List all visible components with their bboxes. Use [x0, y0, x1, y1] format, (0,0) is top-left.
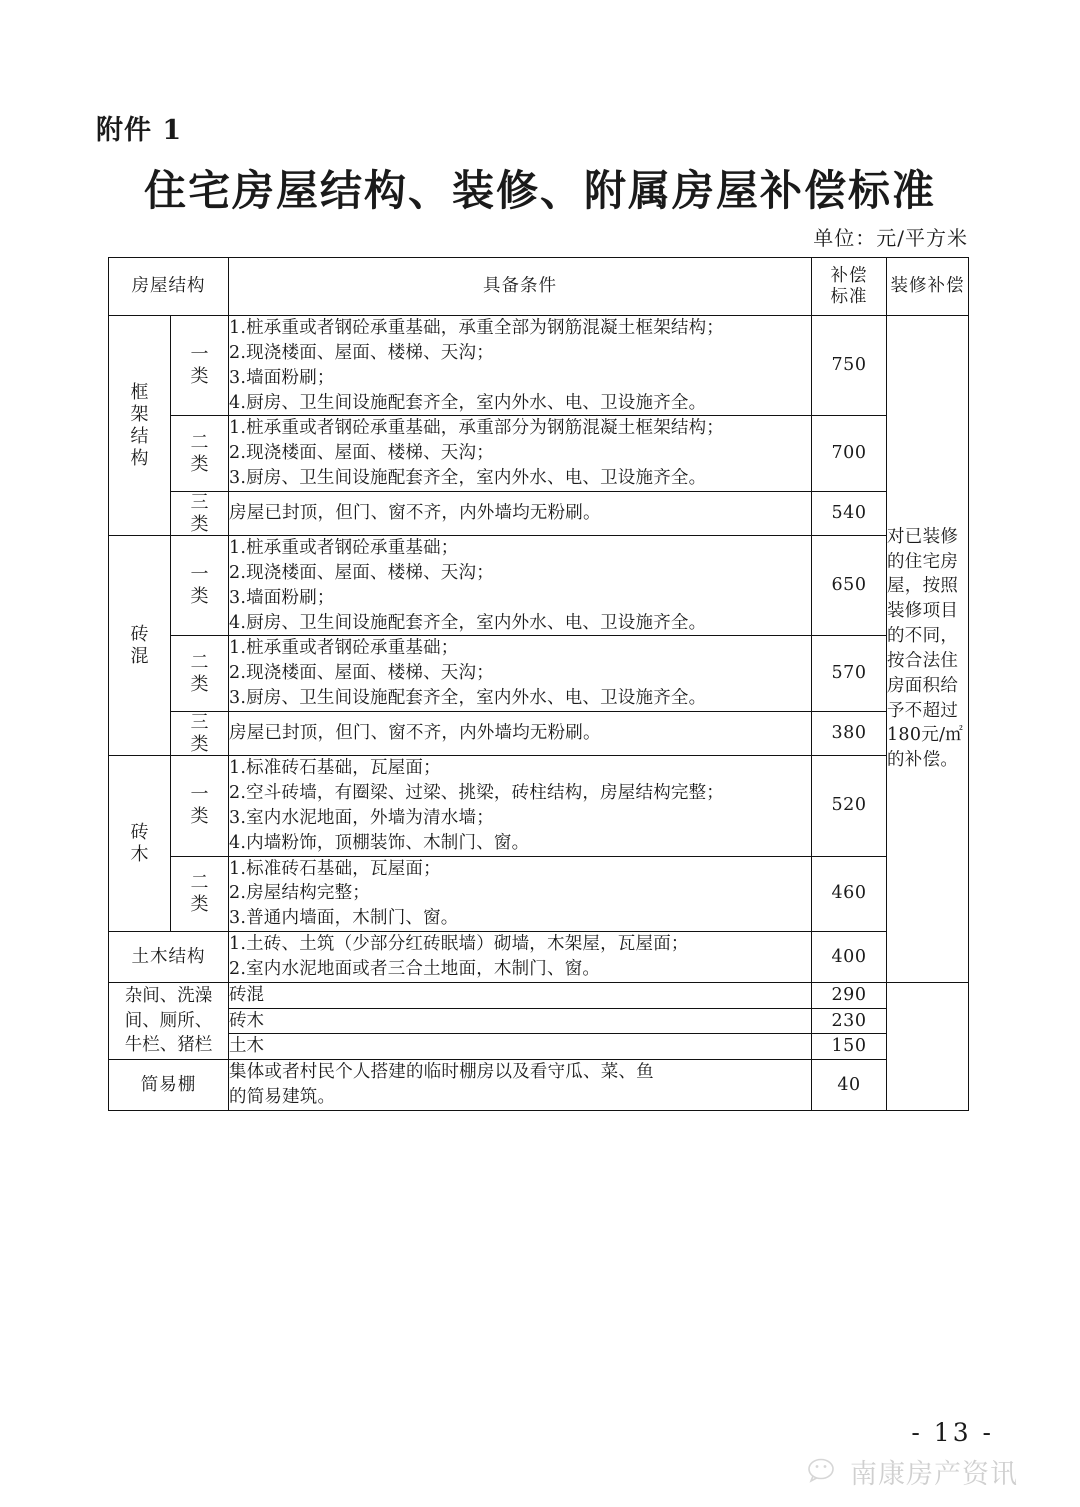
- auxiliary-type-name: 砖混: [229, 982, 812, 1008]
- table-row: [109, 416, 969, 492]
- stacked-char: 结: [130, 425, 149, 447]
- condition-line: 1.桩承重或者钢砼承重基础；: [229, 638, 459, 659]
- table-row: [109, 316, 969, 416]
- stacked-char: 类: [190, 585, 209, 607]
- compensation-price: 400: [812, 932, 887, 983]
- stacked-char: 三: [190, 491, 209, 513]
- watermark-text: 南康房产资讯: [850, 1459, 1018, 1490]
- condition-cell: [229, 1060, 812, 1111]
- condition-line: 3.厨房、卫生间设施配套齐全，室内外水、电、卫设施齐全。: [229, 468, 707, 489]
- condition-line: 4.厨房、卫生间设施配套齐全，室内外水、电、卫设施齐全。: [229, 392, 707, 413]
- stacked-char: 类: [190, 893, 209, 915]
- header-compensation: [812, 258, 887, 316]
- header-decoration: 装修补偿: [887, 258, 969, 316]
- stacked-char: 类: [190, 733, 209, 755]
- stacked-char: 架: [130, 403, 149, 425]
- table-header-row: [109, 258, 969, 316]
- stacked-char: 木: [130, 843, 149, 865]
- table-row: [109, 712, 969, 756]
- structure-group-label: [109, 536, 171, 756]
- condition-cell: [229, 756, 812, 856]
- condition-line: 1.桩承重或者钢砼承重基础；: [229, 538, 459, 559]
- stacked-char: 一: [190, 784, 209, 806]
- page-title: 住宅房屋结构、装修、附属房屋补偿标准: [143, 166, 936, 215]
- stacked-char: 混: [130, 645, 149, 667]
- condition-cell: [229, 536, 812, 636]
- condition-cell: [229, 316, 812, 416]
- condition-line: 2.现浇楼面、屋面、楼梯、天沟；: [229, 562, 494, 583]
- auxiliary-label-line: 牛栏、猪栏: [124, 1035, 213, 1056]
- compensation-price: 700: [812, 416, 887, 492]
- condition-cell: [229, 932, 812, 983]
- compensation-price: 150: [812, 1034, 887, 1060]
- condition-line: 2.现浇楼面、屋面、楼梯、天沟；: [229, 663, 494, 684]
- structure-class-label: [171, 636, 229, 712]
- condition-line: 集体或者村民个人搭建的临时棚房以及看守瓜、菜、鱼: [229, 1062, 654, 1083]
- stacked-char: 一: [190, 344, 209, 366]
- condition-line: 2.房屋结构完整；: [229, 883, 370, 904]
- auxiliary-type-name: 砖木: [229, 1008, 812, 1034]
- compensation-table-wrapper: [108, 257, 968, 1111]
- structure-group-label: [109, 316, 171, 536]
- condition-line: 4.内墙粉饰，顶棚装饰、木制门、窗。: [229, 832, 530, 853]
- unit-note: 单位：元/平方米: [813, 226, 968, 250]
- table-row-auxiliary: [109, 1034, 969, 1060]
- watermark: [808, 1452, 1018, 1491]
- structure-class-label: [171, 491, 229, 535]
- empty-decoration-cell: [887, 982, 969, 1110]
- condition-line: 1.标准砖石基础，瓦屋面；: [229, 758, 441, 779]
- compensation-price: 540: [812, 491, 887, 535]
- attachment-label: 附件 1: [96, 115, 183, 146]
- structure-class-label: [171, 756, 229, 856]
- condition-line: 1.桩承重或者钢砼承重基础，承重部分为钢筋混凝土框架结构；: [229, 418, 724, 439]
- header-compensation-l1: 补偿: [830, 265, 868, 286]
- table-row: [109, 856, 969, 932]
- condition-line: 房屋已封顶，但门、窗不齐，内外墙均无粉刷。: [229, 723, 601, 744]
- stacked-char: 类: [190, 513, 209, 535]
- condition-line: 3.墙面粉刷；: [229, 367, 335, 388]
- structure-earth-wood-label: 土木结构: [109, 932, 229, 983]
- compensation-price: 570: [812, 636, 887, 712]
- stacked-char: 类: [190, 673, 209, 695]
- compensation-price: 520: [812, 756, 887, 856]
- condition-line: 房屋已封顶，但门、窗不齐，内外墙均无粉刷。: [229, 503, 601, 524]
- table-row-auxiliary: [109, 1008, 969, 1034]
- stacked-char: 砖: [130, 623, 149, 645]
- stacked-char: 一: [190, 564, 209, 586]
- header-compensation-l2: 标准: [830, 286, 868, 307]
- compensation-price: 650: [812, 536, 887, 636]
- auxiliary-type-name: 土木: [229, 1034, 812, 1060]
- auxiliary-label-line: 间、厕所、: [124, 1010, 213, 1031]
- shed-label: 简易棚: [109, 1060, 229, 1111]
- condition-cell: [229, 416, 812, 492]
- compensation-price: 380: [812, 712, 887, 756]
- condition-line: 3.室内水泥地面，外墙为清水墙；: [229, 807, 494, 828]
- stacked-char: 三: [190, 712, 209, 733]
- wechat-icon: [808, 1458, 842, 1486]
- condition-cell: [229, 491, 812, 535]
- stacked-char: 砖: [130, 821, 149, 843]
- page-number: - 13 -: [911, 1418, 994, 1447]
- compensation-table: [108, 257, 969, 1111]
- decoration-compensation-note: [887, 316, 969, 983]
- table-row-shed: [109, 1060, 969, 1111]
- condition-line: 1.标准砖石基础，瓦屋面；: [229, 858, 441, 879]
- stacked-char: 构: [130, 447, 149, 469]
- structure-class-label: [171, 856, 229, 932]
- decoration-note-text: 对已装修的住宅房屋，按照装修项目的不同，按合法住房面积给予不超过180元/㎡的补偿。: [887, 526, 964, 771]
- compensation-price: 40: [812, 1060, 887, 1111]
- stacked-char: 二: [190, 432, 209, 454]
- table-row: [109, 756, 969, 856]
- compensation-price: 750: [812, 316, 887, 416]
- stacked-char: 类: [190, 365, 209, 387]
- condition-line: 3.厨房、卫生间设施配套齐全，室内外水、电、卫设施齐全。: [229, 688, 707, 709]
- structure-group-label: [109, 756, 171, 932]
- compensation-price: 460: [812, 856, 887, 932]
- condition-cell: [229, 636, 812, 712]
- header-structure: 房屋结构: [109, 258, 229, 316]
- condition-line: 1.土砖、土筑（少部分红砖眠墙）砌墙，木架屋，瓦屋面；: [229, 934, 689, 955]
- table-row-earth-wood: [109, 932, 969, 983]
- compensation-price: 230: [812, 1008, 887, 1034]
- stacked-char: 二: [190, 652, 209, 674]
- condition-line: 3.墙面粉刷；: [229, 587, 335, 608]
- condition-line: 1.桩承重或者钢砼承重基础，承重全部为钢筋混凝土框架结构；: [229, 318, 724, 338]
- header-conditions: 具备条件: [229, 258, 812, 316]
- table-row-auxiliary: [109, 982, 969, 1008]
- table-row: [109, 636, 969, 712]
- condition-line: 4.厨房、卫生间设施配套齐全，室内外水、电、卫设施齐全。: [229, 612, 707, 633]
- stacked-char: 二: [190, 872, 209, 894]
- compensation-price: 290: [812, 982, 887, 1008]
- table-row: [109, 536, 969, 636]
- condition-line: 2.室内水泥地面或者三合土地面，木制门、窗。: [229, 958, 601, 979]
- condition-line: 2.现浇楼面、屋面、楼梯、天沟；: [229, 443, 494, 464]
- auxiliary-label-line: 杂间、洗澡: [124, 985, 213, 1006]
- condition-cell: [229, 856, 812, 932]
- condition-line: 2.现浇楼面、屋面、楼梯、天沟；: [229, 342, 494, 363]
- table-row: [109, 491, 969, 535]
- stacked-char: 类: [190, 805, 209, 827]
- condition-line: 的简易建筑。: [229, 1087, 336, 1108]
- structure-class-label: [171, 536, 229, 636]
- structure-class-label: [171, 316, 229, 416]
- condition-line: 3.普通内墙面，木制门、窗。: [229, 908, 459, 929]
- structure-class-label: [171, 416, 229, 492]
- stacked-char: 类: [190, 453, 209, 475]
- stacked-char: 框: [130, 381, 149, 403]
- structure-class-label: [171, 712, 229, 756]
- condition-line: 2.空斗砖墙，有圈梁、过梁、挑梁，砖柱结构，房屋结构完整；: [229, 783, 724, 804]
- auxiliary-group-label: [109, 982, 229, 1060]
- condition-cell: [229, 712, 812, 756]
